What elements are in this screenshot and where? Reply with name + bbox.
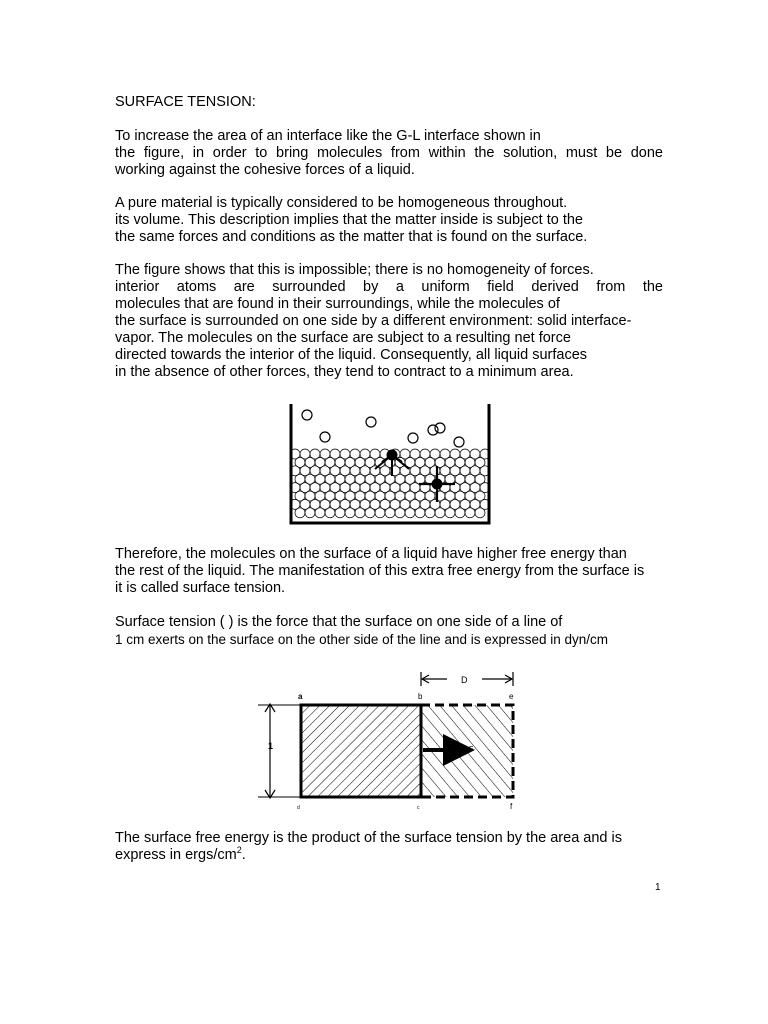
liquid-molecule (355, 508, 365, 518)
text-line: the rest of the liquid. The manifestation of this extra free energy from the surface is (115, 563, 645, 579)
liquid-molecule (415, 508, 425, 518)
liquid-molecule (465, 508, 475, 518)
gas-molecule (435, 423, 445, 433)
gas-molecule (302, 410, 312, 420)
page-number: 1 (655, 882, 661, 893)
text-line: Therefore, the molecules on the surface of a liquid have higher free energy than (115, 546, 627, 562)
section-heading: SURFACE TENSION: (115, 94, 256, 110)
text-line: Surface tension ( ) is the force that the surface on one side of a line of (115, 614, 563, 630)
text-line: its volume. This description implies that the matter inside is subject to the (115, 212, 583, 228)
gas-molecule (408, 433, 418, 443)
liquid-molecule (305, 508, 315, 518)
text-line: A pure material is typically considered to be homogeneous throughout. (115, 195, 568, 211)
liquid-molecule (425, 508, 435, 518)
gas-molecule (428, 425, 438, 435)
text-line: The figure shows that this is impossible; there is no homogeneity of forces. (115, 262, 594, 278)
liquid-molecule (365, 508, 375, 518)
liquid-molecule (435, 508, 445, 518)
text-segment: express in ergs/cm (115, 847, 237, 863)
paragraph-interface-area (115, 128, 663, 179)
text-line: The surface free energy is the product of the surface tension by the area and is (115, 830, 622, 846)
liquid-molecule (455, 508, 465, 518)
liquid-molecule (475, 508, 485, 518)
text-line: molecules that are found in their surroundings, while the molecules of (115, 296, 560, 312)
label-1: 1 (268, 741, 274, 751)
text-line: in the absence of other forces, they tend to contract to a minimum area. (115, 364, 574, 380)
liquid-molecule (325, 508, 335, 518)
gas-molecule (454, 437, 464, 447)
liquid-molecule (405, 508, 415, 518)
label-e: e (509, 692, 514, 701)
liquid-molecule (445, 508, 455, 518)
text-line: the surface is surrounded on one side by a different environment: solid interface- (115, 313, 632, 329)
label-b: b (418, 692, 423, 701)
text-line: 1 cm exerts on the surface on the other side of the line and is expressed in dyn/cm (115, 632, 609, 647)
liquid-molecule (375, 508, 385, 518)
gas-molecule (366, 417, 376, 427)
label-d: d (297, 805, 300, 811)
text-line: interior atoms are surrounded by a uniform field derived from the (115, 279, 663, 295)
text-line: directed towards the interior of the liquid. Consequently, all liquid surfaces (115, 347, 588, 363)
gas-molecule (320, 432, 330, 442)
liquid-molecule (385, 508, 395, 518)
label-a: a (298, 692, 303, 701)
text-line: it is called surface tension. (115, 580, 286, 596)
paragraph-surface-free-energy (115, 830, 663, 864)
paragraph-free-energy (115, 546, 663, 597)
text-line (115, 847, 663, 864)
superscript: 2 (236, 845, 242, 856)
film-area (301, 705, 421, 797)
paragraph-homogeneity (115, 262, 663, 381)
text-line: To increase the area of an interface like the G-L interface shown in (115, 128, 541, 144)
liquid-molecule (395, 508, 405, 518)
paragraph-surface-tension-definition (115, 614, 663, 648)
liquid-molecule (295, 508, 305, 518)
text-line: the figure, in order to bring molecules from within the solution, must be done (115, 145, 663, 161)
text-line: the same forces and conditions as the matter that is found on the surface. (115, 229, 588, 245)
liquid-molecule (335, 508, 345, 518)
label-F: F (469, 746, 474, 753)
label-f: f (510, 802, 513, 811)
label-c: c (417, 805, 420, 811)
label-D: D (461, 675, 468, 685)
text-line: working against the cohesive forces of a liquid. (115, 162, 415, 178)
liquid-molecule (345, 508, 355, 518)
text-segment: . (241, 847, 246, 863)
liquid-molecule (315, 508, 325, 518)
film-stretching-figure (252, 664, 527, 814)
text-line: vapor. The molecules on the surface are subject to a resulting net force (115, 330, 571, 346)
paragraph-pure-material (115, 195, 663, 246)
liquid-molecules-figure (285, 402, 495, 527)
